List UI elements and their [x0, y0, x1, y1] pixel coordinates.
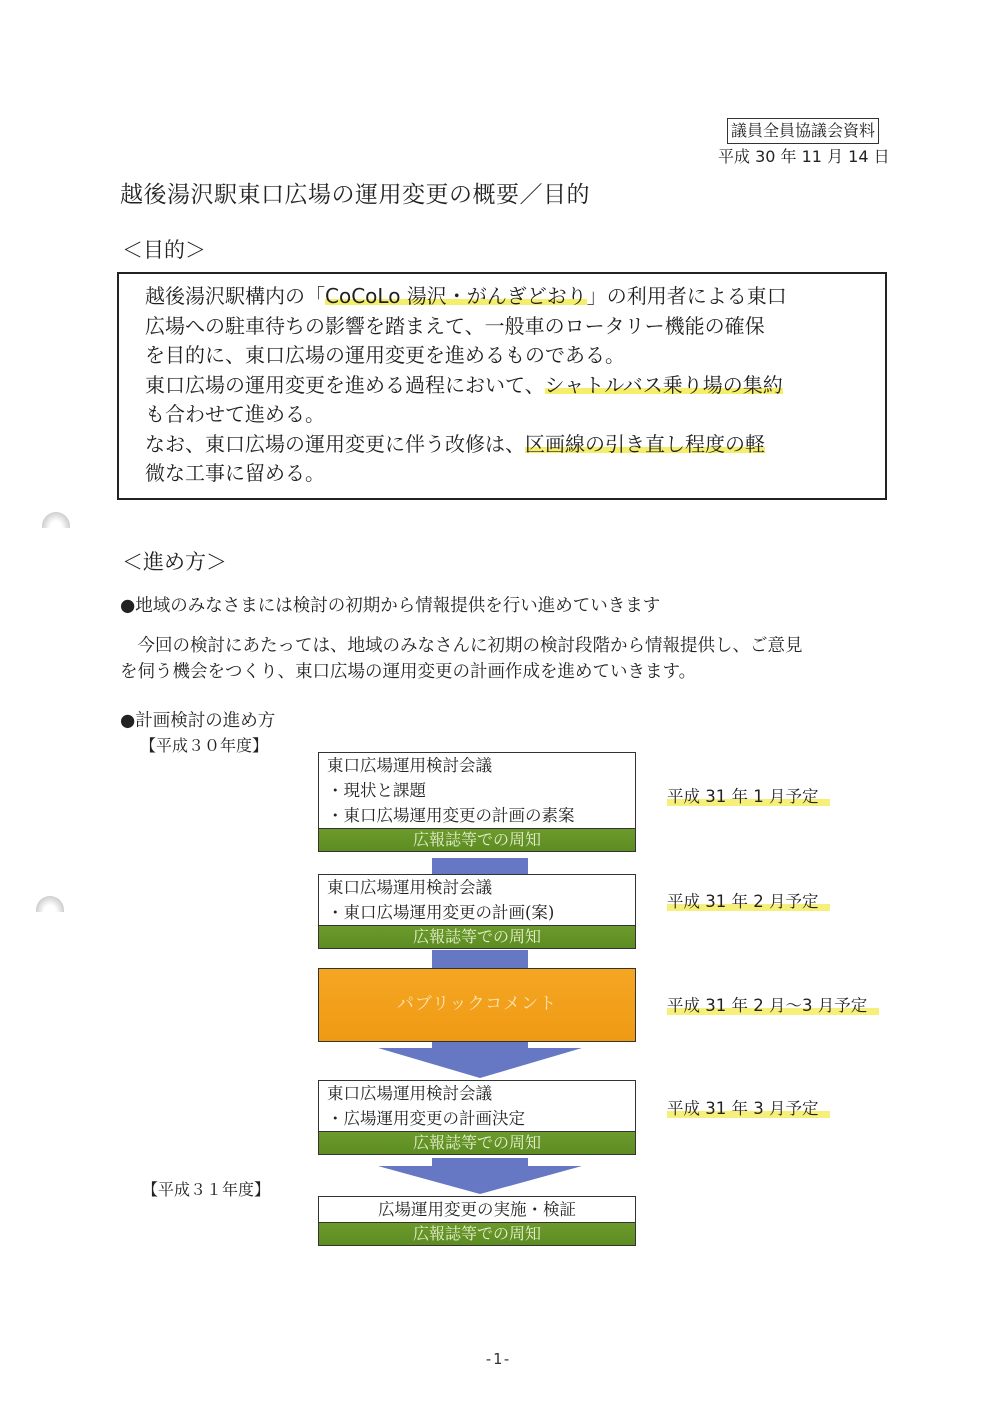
- document-label: 議員全員協議会資料: [727, 118, 879, 144]
- year-label-h30: 【平成３０年度】: [140, 736, 269, 755]
- schedule-step-2: 平成 31 年 2 月予定: [667, 891, 830, 913]
- purpose-line: も合わせて進める。: [145, 402, 325, 426]
- purpose-line: 東口広場の運用変更を進める過程において、シャトルバス乗り場の集約: [145, 372, 783, 397]
- schedule-step-4: 平成 31 年 3 月予定: [667, 1098, 830, 1120]
- arrow-shaft: [432, 950, 528, 970]
- paragraph-line: 今回の検討にあたっては、地域のみなさんに初期の検討段階から情報提供し、ご意見: [120, 636, 803, 656]
- schedule-step-3: 平成 31 年 2 月～3 月予定: [667, 995, 879, 1017]
- purpose-line: 微な工事に留める。: [145, 461, 325, 485]
- paragraph-line: を伺う機会をつくり、東口広場の運用変更の計画作成を進めていきます。: [120, 662, 697, 682]
- purpose-line: を目的に、東口広場の運用変更を進めるものである。: [145, 343, 625, 367]
- notice-bar: 広報誌等での周知: [319, 925, 635, 948]
- purpose-line: 広場への駐車待ちの影響を踏まえて、一般車のロータリー機能の確保: [145, 313, 765, 338]
- step-title: 広場運用変更の実施・検証: [378, 1200, 576, 1219]
- step-title: 東口広場運用検討会議: [327, 756, 492, 775]
- purpose-line: 越後湯沢駅構内の「CoCoLo 湯沢・がんぎどおり」の利用者による東口: [145, 284, 787, 308]
- flow-step-public-comment: パブリックコメント: [318, 968, 636, 1042]
- purpose-line: なお、東口広場の運用変更に伴う改修は、区画線の引き直し程度の軽: [145, 431, 765, 456]
- highlight-cocolo: CoCoLo 湯沢・がんぎどおり: [325, 284, 587, 308]
- step-item: ・東口広場運用変更の計画の素案: [327, 806, 575, 825]
- document-date: 平成 30 年 11 月 14 日: [718, 147, 890, 166]
- method-heading: ＜進め方＞: [122, 550, 227, 574]
- bullet-plan-process: ●計画検討の進め方: [120, 711, 276, 731]
- step-item: ・現状と課題: [327, 781, 426, 800]
- arrow-head: [378, 1048, 582, 1078]
- step-item: ・広場運用変更の計画決定: [327, 1109, 525, 1128]
- notice-bar: 広報誌等での周知: [319, 1222, 635, 1245]
- page-number: -1-: [484, 1350, 512, 1368]
- notice-bar: 広報誌等での周知: [319, 828, 635, 851]
- schedule-step-1: 平成 31 年 1 月予定: [667, 786, 830, 808]
- arrow-head: [378, 1166, 582, 1194]
- year-label-h31: 【平成３１年度】: [142, 1180, 271, 1199]
- step-item: ・東口広場運用変更の計画(案): [327, 903, 555, 922]
- purpose-heading: ＜目的＞: [122, 238, 206, 262]
- bullet-info-sharing: ●地域のみなさまには検討の初期から情報提供を行い進めていきます: [120, 596, 661, 616]
- notice-bar: 広報誌等での周知: [319, 1131, 635, 1154]
- step-title: 東口広場運用検討会議: [327, 1084, 492, 1103]
- flow-step-2: [318, 874, 636, 949]
- flow-step-5: [318, 1196, 636, 1246]
- flow-step-1: [318, 752, 636, 852]
- step-title: 東口広場運用検討会議: [327, 878, 492, 897]
- highlight-lane-markings: 区画線の引き直し程度の軽: [525, 431, 765, 456]
- page-title: 越後湯沢駅東口広場の運用変更の概要／目的: [120, 182, 590, 208]
- flow-step-4: [318, 1080, 636, 1155]
- highlight-shuttle: シャトルバス乗り場の集約: [544, 372, 783, 397]
